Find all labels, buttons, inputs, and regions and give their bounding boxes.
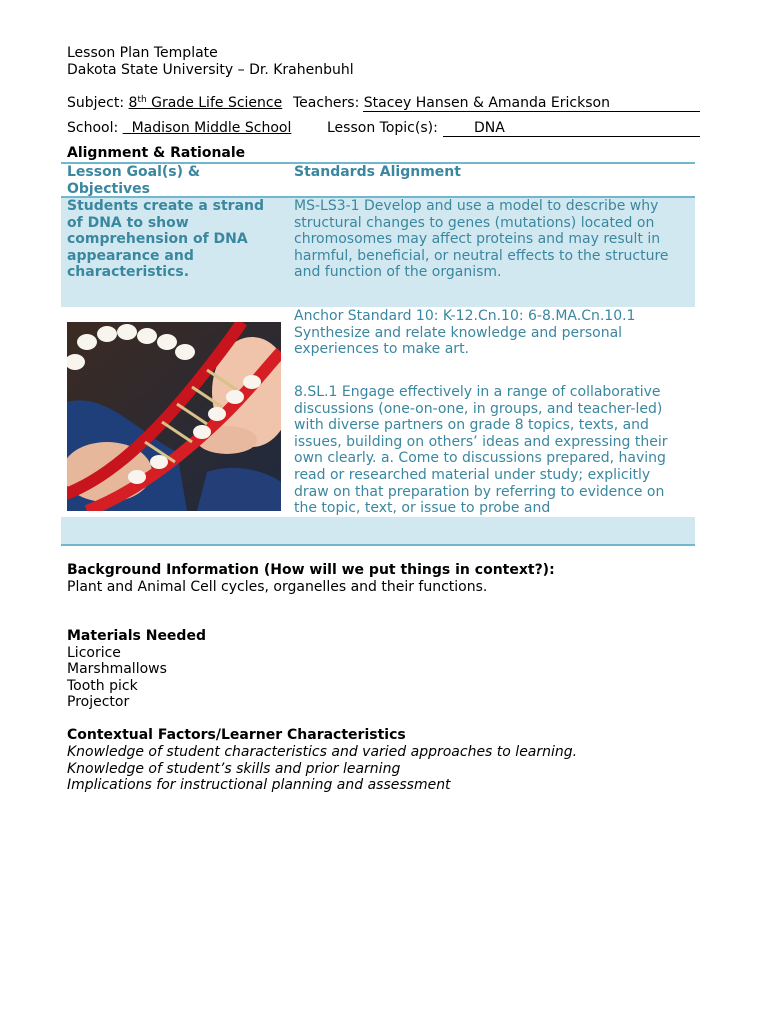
standard-8-sl-1: 8.SL.1 Engage effectively in a range of collaborative discussions (one-on-one, in groups, and teacher-led) with diverse partners on grade 8 topics, texts, and issues, building on others’ ideas and expressing their own clearly. a. Come to discussions prepared, having read or researched material under study; explicitly draw on that preparation by referring to evidence on the topic, text, or issue to probe and (294, 384, 668, 517)
goals-header: Lesson Goal(s) & Objectives (67, 164, 201, 197)
contextual-line: Knowledge of student characteristics and varied approaches to learning. (67, 744, 578, 760)
subject-value: 8th Grade Life Science (128, 95, 283, 111)
material-item: Tooth pick (67, 678, 138, 694)
alignment-heading: Alignment & Rationale (67, 145, 246, 161)
topic-value: DNA (474, 120, 505, 136)
contextual-line: Knowledge of student’s skills and prior learning (67, 761, 401, 777)
empty-row-band (61, 517, 695, 544)
background-heading: Background Information (How will we put things in context?): (67, 562, 555, 578)
material-item: Projector (67, 694, 130, 710)
contextual-heading: Contextual Factors/Learner Characteristics (67, 727, 406, 743)
standard-ms-ls3-1: MS-LS3-1 Develop and use a model to describe why structural changes to genes (mutations) located on chromosomes may affect proteins and may result in harmful, beneficial, or neutral effects to the structure and function of the organism. (294, 198, 669, 281)
subject-label: Subject: (67, 95, 129, 111)
school-value: Madison Middle School (131, 120, 292, 136)
topic-label: Lesson Topic(s): (327, 120, 438, 136)
standards-header: Standards Alignment (294, 164, 461, 180)
materials-heading: Materials Needed (67, 628, 206, 644)
school-row (67, 120, 291, 137)
material-item: Marshmallows (67, 661, 167, 677)
material-item: Licorice (67, 645, 121, 661)
document-title: Lesson Plan Template (67, 45, 218, 61)
contextual-line: Implications for instructional planning and assessment (67, 777, 451, 793)
objective-text: Students create a strand of DNA to show comprehension of DNA appearance and characteristics. (67, 198, 265, 281)
subject-row (67, 95, 282, 112)
school-label: School: (67, 120, 123, 136)
teachers-underline (363, 111, 700, 112)
topic-row (327, 120, 438, 137)
document-subtitle: Dakota State University – Dr. Krahenbuhl (67, 62, 354, 78)
standard-anchor-10: Anchor Standard 10: K-12.Cn.10: 6-8.MA.Cn.10.1 Synthesize and relate knowledge and personal experiences to make art. (294, 308, 636, 358)
teachers-value: Stacey Hansen & Amanda Erickson (363, 95, 610, 111)
dna-model-photo (67, 322, 281, 511)
table-bottom-rule (61, 544, 695, 546)
topic-underline (443, 136, 700, 137)
teachers-row (293, 95, 610, 112)
background-text: Plant and Animal Cell cycles, organelles and their functions. (67, 579, 488, 595)
teachers-label: Teachers: (293, 95, 364, 111)
